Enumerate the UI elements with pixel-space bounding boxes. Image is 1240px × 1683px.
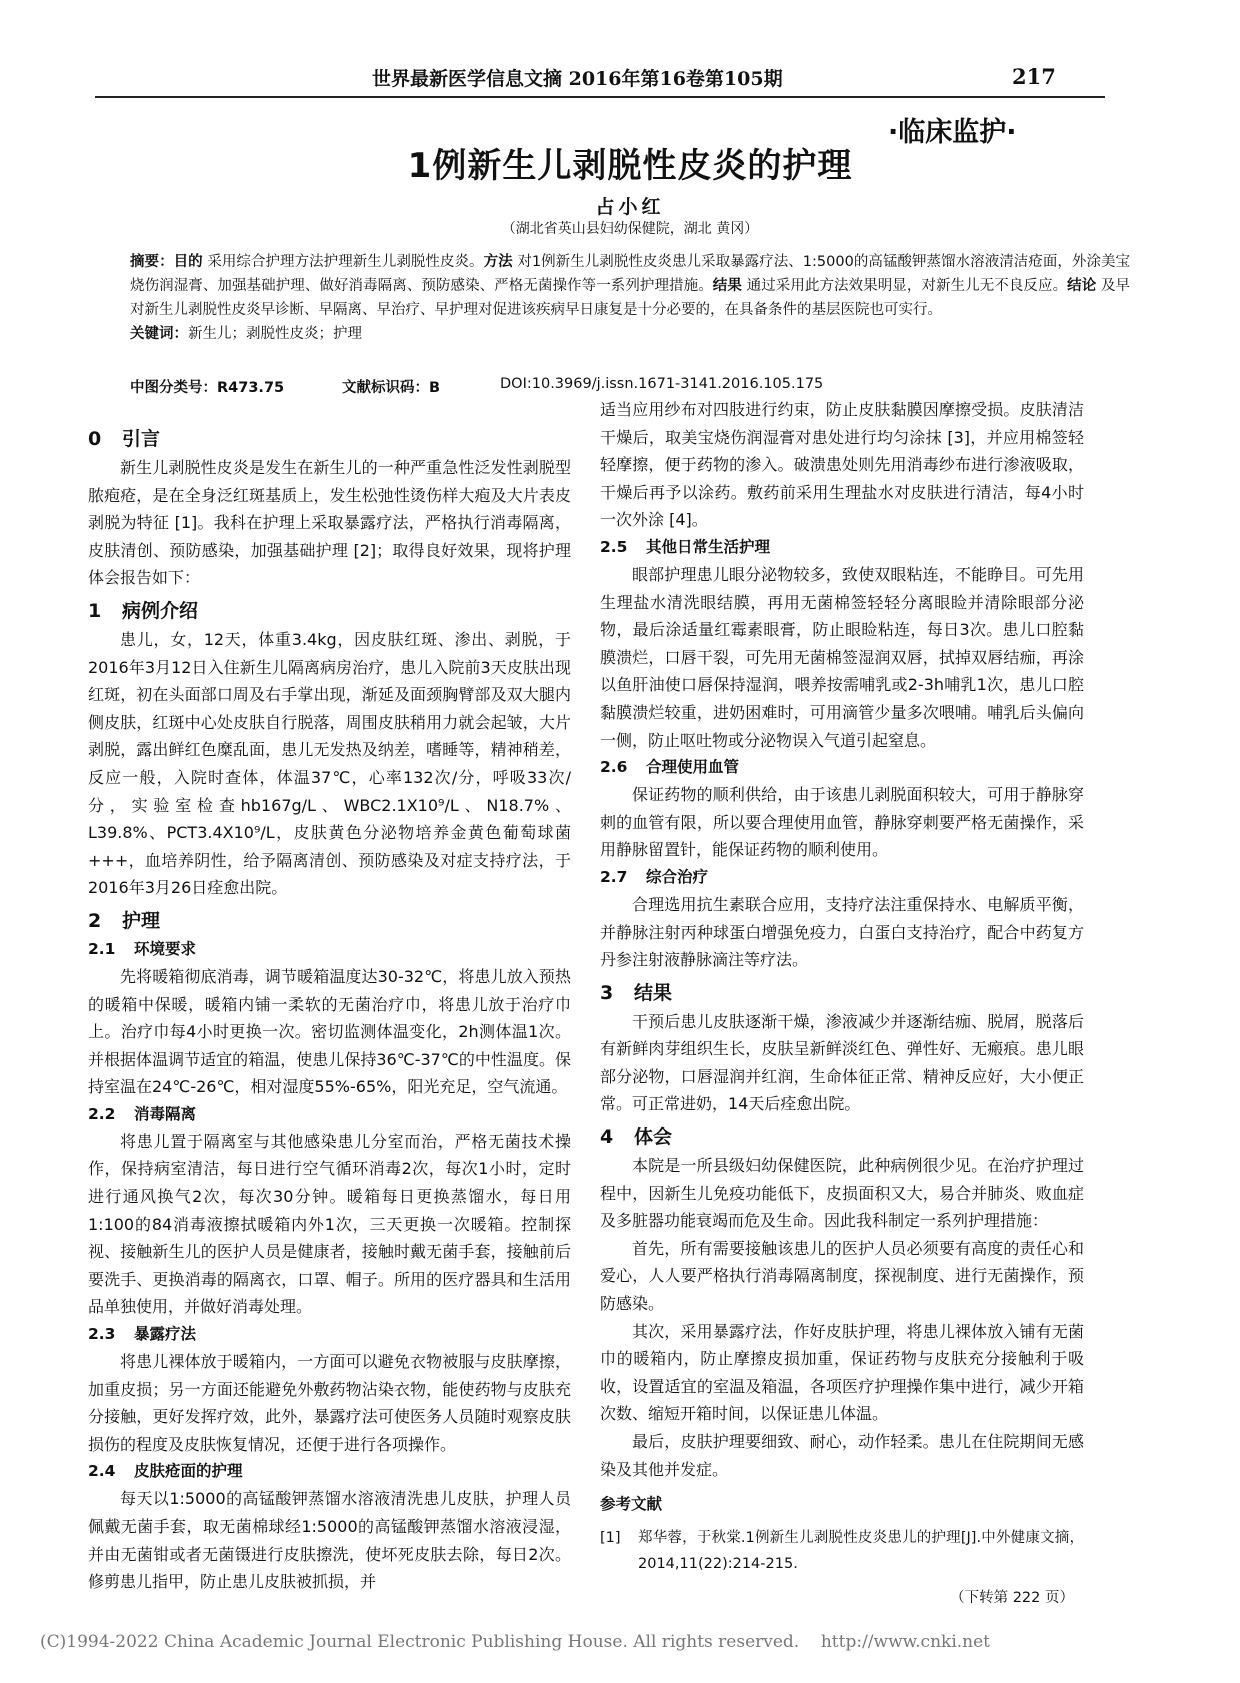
subsection-number: 2.1 <box>88 939 116 958</box>
result-text: 通过采用此方法效果明显，对新生儿无不良反应。 <box>746 278 1068 294</box>
section-heading <box>600 1122 1084 1152</box>
reference-item <box>600 1525 1084 1577</box>
clc-code: R473.75 <box>217 380 285 396</box>
section-number: 3 <box>600 981 614 1004</box>
header-rule <box>95 96 1105 98</box>
doc-code: B <box>429 380 441 396</box>
subsection-heading <box>88 1458 571 1485</box>
subsection-heading <box>88 936 571 963</box>
section-number: 0 <box>88 428 102 450</box>
subsection-heading <box>600 864 1084 891</box>
abstract-label: 摘要： <box>130 254 174 270</box>
paragraph: 每天以1:5000的高锰酸钾蒸馏水溶液清洗患儿皮肤，护理人员佩戴无菌手套，取无菌棉球经1:5000的高锰酸钾蒸馏水溶液浸湿，并由无菌钳或者无菌镊进行皮肤擦洗，使坏死皮肤去除，每日2次。修剪患儿指甲，防止患儿皮肤被抓损，并 <box>88 1489 571 1592</box>
section-heading <box>600 978 1084 1008</box>
paragraph: 首先，所有需要接触该患儿的医护人员必须要有高度的责任心和爱心，人人要严格执行消毒隔离制度，探视制度、进行无菌操作，预防感染。 <box>600 1238 1084 1314</box>
section-heading <box>88 596 571 626</box>
method-label: 方法 <box>483 254 513 270</box>
paragraph: 将患儿置于隔离室与其他感染患儿分室而治，严格无菌技术操作，保持病室清洁，每日进行空气循环消毒2次，每次1小时，定时进行通风换气2次，每次30分钟。暖箱每日更换蒸馏水，每日用1:100的84消毒液擦拭暖箱内外1次，三天更换一次暖箱。控制探视、接触新生儿的医护人员是健康者，接触时戴无菌手套，接触前后要洗手、更换消毒的隔离衣，口罩、帽子。所用的医疗器具和生活用品单独使用，并做好消毒处理。 <box>88 1131 571 1317</box>
author-name: 占小红 <box>595 196 665 218</box>
purpose-text: 采用综合护理方法护理新生儿剥脱性皮炎。 <box>207 254 484 270</box>
section-heading <box>88 424 571 454</box>
section-label: ·临床监护· <box>888 117 1017 148</box>
author-affiliation: （湖北省英山县妇幼保健院，湖北 黄冈） <box>501 221 759 237</box>
section-title: 引言 <box>122 428 161 450</box>
subsection-number: 2.4 <box>88 1462 116 1481</box>
section-title: 体会 <box>634 1126 673 1149</box>
references-heading: 参考文献 <box>600 1495 663 1514</box>
paragraph: 本院是一所县级妇幼保健医院，此种病例很少见。在治疗护理过程中，因新生儿免疫功能低下，皮损面积又大，易合并肺炎、败血症及多脏器功能衰竭而危及生命。因此我科制定一系列护理措施： <box>600 1156 1084 1231</box>
journal-header: 世界最新医学信息文摘 2016年第16卷第105期 <box>372 68 783 90</box>
paragraph: 保证药物的顺利供给，由于该患儿剥脱面积较大，可用于静脉穿刺的血管有限，所以要合理使用血管，静脉穿刺要严格无菌操作，采用静脉留置针，能保证药物的顺利使用。 <box>600 785 1084 860</box>
paragraph: 干预后患儿皮肤逐渐干燥，渗液减少并逐渐结痂、脱屑，脱落后有新鲜肉芽组织生长，皮肤呈新鲜淡红色、弹性好、无瘢痕。患儿眼部分泌物，口唇湿润并红润，生命体征正常、精神反应好，大小便正常。可正常进奶，14天后痊愈出院。 <box>600 1011 1084 1114</box>
subsection-title: 环境要求 <box>134 939 197 958</box>
subsection-number: 2.5 <box>600 537 628 556</box>
doc-code-label: 文献标识码： <box>342 380 429 396</box>
keywords-line <box>130 322 1130 346</box>
copyright-text: (C)1994-2022 China Academic Journal Electronic Publishing House. All rights reserved. <box>40 1632 800 1652</box>
doc-code-line <box>342 376 440 397</box>
subsection-heading <box>88 1321 571 1348</box>
section-number: 4 <box>600 1126 614 1149</box>
paragraph: 先将暖箱彻底消毒，调节暖箱温度达30-32℃，将患儿放入预热的暖箱中保暖，暖箱内铺一柔软的无菌治疗巾，将患儿放于治疗巾上。治疗巾每4小时更换一次。密切监测体温变化，2h测体温1次。并根据体温调节适宜的箱温，使患儿保持36℃-37℃的中性温度。保持室温在24℃-26℃，相对湿度55%-65%，阳光充足，空气流通。 <box>88 966 571 1097</box>
section-number: 2 <box>88 909 102 932</box>
subsection-number: 2.2 <box>88 1104 116 1123</box>
section-title: 结果 <box>634 981 673 1004</box>
conclusion-label: 结论 <box>1067 278 1097 294</box>
result-label: 结果 <box>712 278 742 294</box>
section-heading <box>88 906 571 936</box>
clc-line <box>130 376 284 397</box>
paragraph: 新生儿剥脱性皮炎是发生在新生儿的一种严重急性泛发性剥脱型脓疱疮，是在全身泛红斑基质上，发生松弛性烫伤样大疱及大片表皮剥脱为特征 [1]。我科在护理上采取暴露疗法，严格执行消毒隔离，皮肤清创、预防感染，加强基础护理 [2]；取得良好效果，现将护理体会报告如下： <box>88 458 571 588</box>
subsection-title: 消毒隔离 <box>134 1104 197 1123</box>
reference-number: [1] <box>600 1529 621 1546</box>
subsection-title: 暴露疗法 <box>134 1325 197 1344</box>
abstract <box>130 250 1130 346</box>
subsection-title: 其他日常生活护理 <box>646 537 771 556</box>
paragraph: 将患儿裸体放于暖箱内，一方面可以避免衣物被服与皮肤摩擦，加重皮损；另一方面还能避免外敷药物沾染衣物，能使药物与皮肤充分接触，更好发挥疗效，此外，暴露疗法可使医务人员随时观察皮肤损伤的程度及皮肤恢复情况，还便于进行各项操作。 <box>88 1352 571 1454</box>
section-title: 病例介绍 <box>122 599 199 622</box>
copyright-notice <box>40 1632 990 1652</box>
paragraph: 眼部护理患儿眼分泌物较多，致使双眼粘连，不能睁目。可先用生理盐水清洗眼结膜，再用无菌棉签轻轻分离眼睑并清除眼部分泌物，最后涂适量红霉素眼膏，防止眼睑粘连，每日3次。患儿口腔黏膜溃烂，口唇干裂，可先用无菌棉签湿润双唇，拭掉双唇结痂，再涂以鱼肝油使口唇保持湿润，喂养按需哺乳或2-3h哺乳1次，患儿口腔黏膜溃烂较重，进奶困难时，可用滴管少量多次喂哺。哺乳后头偏向一侧，防止呕吐物或分泌物误入气道引起窒息。 <box>600 564 1084 750</box>
paragraph: 适当应用纱布对四肢进行约束，防止皮肤黏膜因摩擦受损。皮肤清洁干燥后，取美宝烧伤润湿膏对患处进行均匀涂抹 [3]，并应用棉签轻轻摩擦，便于药物的渗入。破溃患处则先用消毒纱布进行渗液吸取，干燥后再予以涂药。敷药前采用生理盐水对皮肤进行清洁，每4小时一次外涂 [4]。 <box>600 400 1084 530</box>
article-title: 1例新生儿剥脱性皮炎的护理 <box>407 146 853 186</box>
method-text: 对1例新生儿剥脱性皮炎患儿采取暴露疗法、1:5000的高锰酸钾蒸馏水溶液清洁疮面，外涂美宝烧伤润湿膏、加强基础护理、做好消毒隔离、预防感染、严格无菌操作等一系列护理措施。 <box>130 254 1131 294</box>
right-column <box>600 396 1084 1612</box>
left-column <box>88 420 571 1596</box>
subsection-number: 2.6 <box>600 758 628 777</box>
paragraph: 其次，采用暴露疗法，作好皮肤护理，将患儿裸体放入铺有无菌巾的暖箱内，防止摩擦皮损加重，保证药物与皮肤充分接触利于吸收，设置适宜的室温及箱温，各项医疗护理操作集中进行，减少开箱次数、缩短开箱时间，以保证患儿体温。 <box>600 1321 1084 1424</box>
paragraph: 患儿，女，12天，体重3.4kg，因皮肤红斑、渗出、剥脱，于2016年3月12日入住新生儿隔离病房治疗，患儿入院前3天皮肤出现红斑，初在头面部口周及右手掌出现，渐延及面颈胸臂部及双大腿内侧皮肤，红斑中心处皮肤自行脱落，周围皮肤稍用力就会起皱，大片剥脱，露出鲜红色糜乱面，患儿无发热及纳差，嗜睡等，精神稍差，反应一般，入院时查体，体温37℃，心率132次/分，呼吸33次/分，实验室检查hb167g/L、WBC2.1X10⁹/L、N18.7%、L39.8%、PCT3.4X10⁹/L，皮肤黄色分泌物培养金黄色葡萄球菌+++，血培养阴性，给予隔离清创、预防感染及对症支持疗法，于2016年3月26日痊愈出院。 <box>88 629 571 898</box>
subsection-heading <box>88 1101 571 1128</box>
clc-label: 中图分类号： <box>130 380 217 396</box>
cnki-link[interactable]: http://www.cnki.net <box>820 1632 991 1652</box>
conclusion-text: 及早对新生儿剥脱性皮炎早诊断、早隔离、早治疗、早护理对促进该疾病早日康复是十分必要的，在具备条件的基层医院也可实行。 <box>130 278 1131 318</box>
continued-note: （下转第 222 页） <box>950 1589 1074 1606</box>
paragraph: 最后，皮肤护理要细致、耐心，动作轻柔。患儿在住院期间无感染及其他并发症。 <box>600 1432 1084 1479</box>
subsection-number: 2.3 <box>88 1325 116 1344</box>
purpose-label: 目的 <box>173 254 203 270</box>
subsection-title: 合理使用血管 <box>646 758 740 777</box>
reference-text: 郑华蓉，于秋棠.1例新生儿剥脱性皮炎患儿的护理[J].中外健康文摘，2014,11(22):214-215. <box>638 1529 1084 1572</box>
section-title: 护理 <box>122 909 161 932</box>
page-number: 217 <box>1012 64 1056 89</box>
subsection-title: 综合治疗 <box>646 867 709 886</box>
subsection-number: 2.7 <box>600 867 628 886</box>
subsection-heading <box>600 534 1084 561</box>
doi: DOI:10.3969/j.issn.1671-3141.2016.105.175 <box>500 376 824 392</box>
subsection-title: 皮肤疮面的护理 <box>134 1462 243 1481</box>
section-number: 1 <box>88 599 102 622</box>
subsection-heading <box>600 754 1084 781</box>
paragraph: 合理选用抗生素联合应用，支持疗法注重保持水、电解质平衡，并静脉注射丙种球蛋白增强免疫力，白蛋白支持治疗，配合中药复方丹参注射液静脉滴注等疗法。 <box>600 894 1084 970</box>
keywords-label: 关键词： <box>130 326 188 342</box>
keywords-text: 新生儿；剥脱性皮炎；护理 <box>188 326 362 342</box>
